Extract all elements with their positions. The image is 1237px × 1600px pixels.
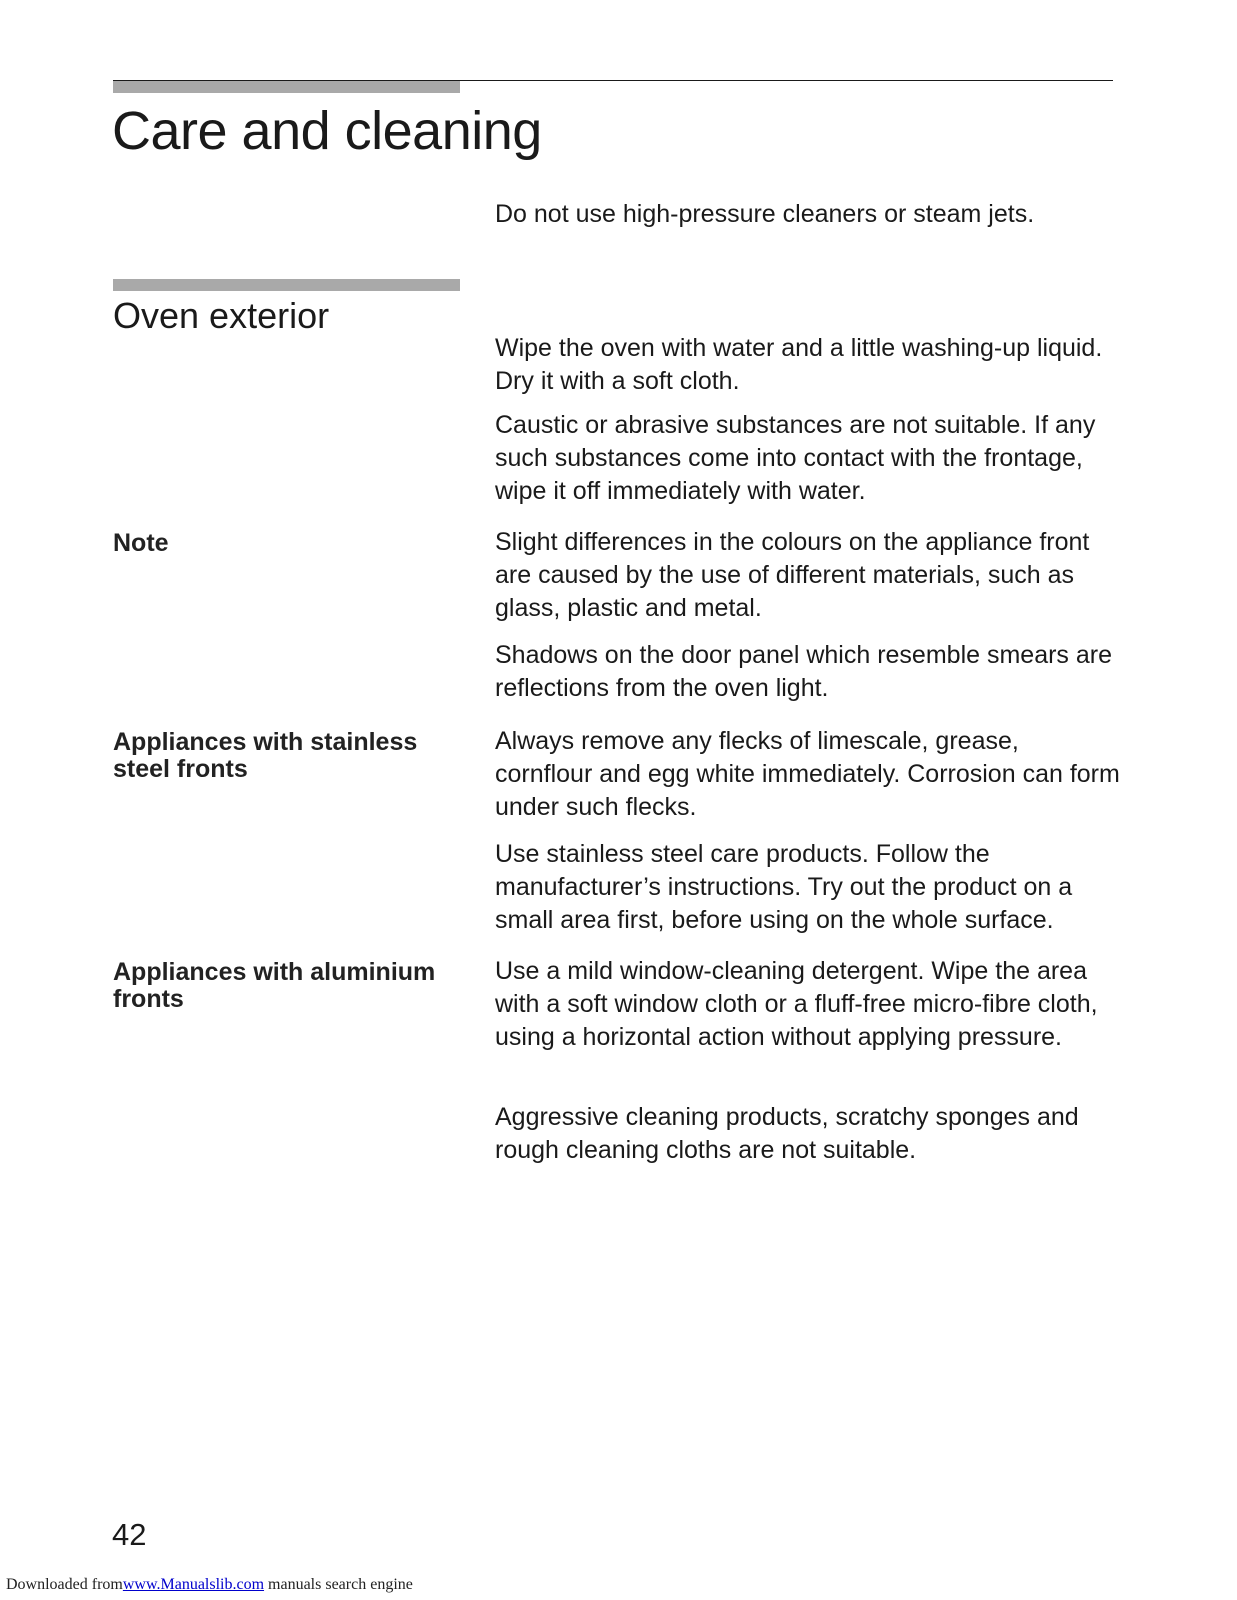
aluminium-label: Appliances with aluminium fronts — [113, 958, 436, 1013]
manualslib-link[interactable]: www.Manualslib.com — [122, 1576, 265, 1593]
stainless-steel-label: Appliances with stainless steel fronts — [113, 728, 418, 783]
stainless-steel-paragraph-1: Always remove any flecks of limescale, grease, cornflour and egg white immediately. Corrosion can form under such flecks. — [495, 727, 1120, 821]
download-footer — [6, 1576, 413, 1594]
note-paragraph-1: Slight differences in the colours on the appliance front are caused by the use of different materials, such as glass, plastic and metal. — [495, 528, 1090, 622]
note-paragraph-2: Shadows on the door panel which resemble smears are reflections from the oven light. — [495, 641, 1113, 702]
aluminium-paragraph-2: Aggressive cleaning products, scratchy sponges and rough cleaning cloths are not suitable. — [495, 1103, 1079, 1164]
footer-suffix: manuals search engine — [264, 1576, 413, 1593]
page-number: 42 — [112, 1517, 147, 1552]
section-title-oven-exterior: Oven exterior — [113, 295, 330, 336]
aluminium-paragraph-1: Use a mild window-cleaning detergent. Wipe the area with a soft window cloth or a fluff-free micro-fibre cloth, using a horizontal action without applying pressure. — [495, 957, 1098, 1051]
page-title: Care and cleaning — [112, 101, 542, 161]
note-label: Note — [113, 529, 169, 557]
oven-exterior-paragraph-1: Wipe the oven with water and a little washing-up liquid. Dry it with a soft cloth. — [495, 334, 1103, 395]
oven-exterior-paragraph-2: Caustic or abrasive substances are not suitable. If any such substances come into contact with the frontage, wipe it off immediately with water. — [495, 411, 1096, 505]
intro-paragraph: Do not use high-pressure cleaners or steam jets. — [495, 200, 1035, 228]
stainless-steel-paragraph-2: Use stainless steel care products. Follow the manufacturer’s instructions. Try out the product on a small area first, before using on the whole surface. — [495, 840, 1073, 934]
footer-prefix: Downloaded from — [6, 1576, 123, 1593]
title-rule-thick — [113, 81, 460, 93]
section-rule — [113, 279, 460, 291]
